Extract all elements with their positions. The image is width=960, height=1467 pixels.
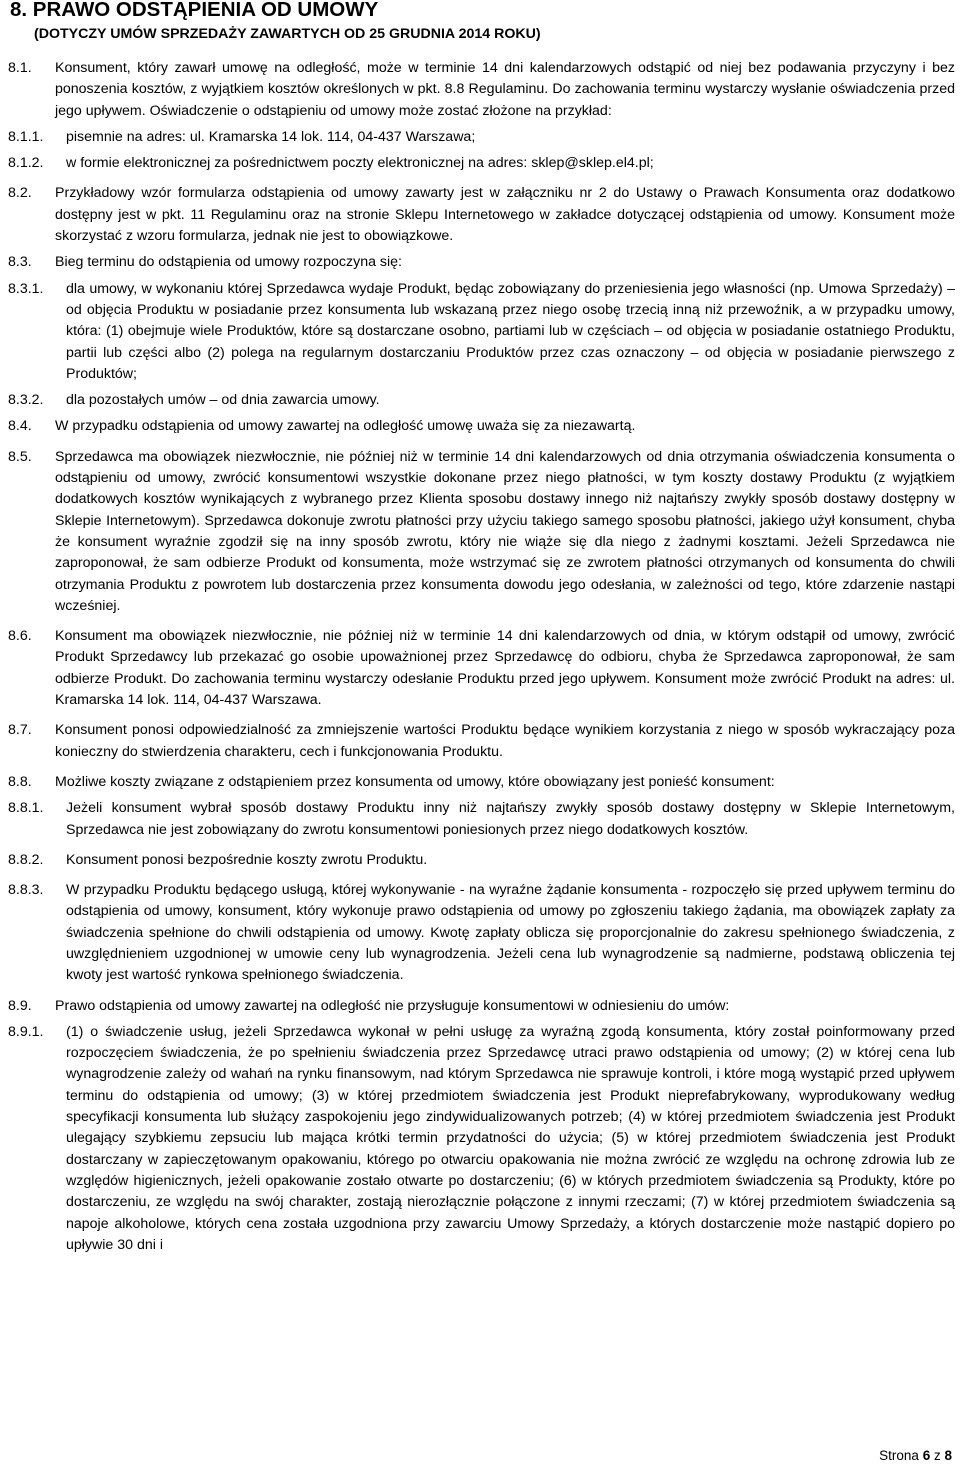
clause-text: Konsument ponosi bezpośrednie koszty zwrotu Produktu. <box>66 851 428 868</box>
clause-8-1-1 <box>8 127 955 148</box>
clause-text: dla umowy, w wykonaniu której Sprzedawca wydaje Produkt, będąc zobowiązany do przeniesienia jego własności (np. Umowa Sprzedaży) – od objęcia Produktu w posiadanie przez konsumenta lub wskazaną przez niego osobę trzecią inną niż przewoźnik, a w przypadku umowy, która: (1) obejmuje wiele Produktów, które są dostarczane osobno, partiami lub w częściach – od objęcia w posiadanie ostatniego Produktu, partii lub części albo (2) polega na regularnym dostarczaniu Produktów przez czas oznaczony – od objęcia w posiadanie pierwszego z Produktów; <box>66 280 955 382</box>
clause-text: Konsument, który zawarł umowę na odległość, może w terminie 14 dni kalendarzowych odstąpić od niej bez podawania przyczyny i bez ponoszenia kosztów, z wyjątkiem kosztów określonych w pkt. 8.8 Regulaminu. Do zachowania terminu wystarczy wysłanie oświadczenia przed jego upływem. Oświadczenie o odstąpieniu od umowy może zostać złożone na przykład: <box>55 60 955 119</box>
clause-text: w formie elektronicznej za pośrednictwem poczty elektronicznej na adres: sklep@sklep.el4.pl; <box>66 155 654 172</box>
clause-8-8-3 <box>8 880 955 986</box>
clause-8-3-1 <box>8 279 955 385</box>
clause-number: 8.7. <box>8 722 32 739</box>
clause-text: (1) o świadczenie usług, jeżeli Sprzedawca wykonał w pełni usługę za wyraźną zgodą konsumenta, który został poinformowany przed rozpoczęciem świadczenia, że po spełnieniu świadczenia przez Sprzedawcę utraci prawo odstąpienia od umowy; (2) w której cena lub wynagrodzenie zależy od wahań na rynku finansowym, nad którym Sprzedawca nie sprawuje kontroli, i które mogą wystąpić przed upływem terminu do odstąpienia od umowy; (3) w której przedmiotem świadczenia jest Produkt nieprefabrykowany, wyprodukowany według specyfikacji konsumenta lub służący zaspokojeniu jego zindywidualizowanych potrzeb; (4) w której przedmiotem świadczenia jest Produkt ulegający szybkiemu zepsuciu lub mająca krótki termin przydatności do użycia; (5) w której przedmiotem świadczenia jest Produkt dostarczany w zapieczętowanym opakowaniu, którego po otwarciu opakowania nie można zwrócić ze względu na ochronę zdrowia lub ze względów higienicznych, jeżeli opakowanie zostało otwarte po dostarczeniu; (6) w których przedmiotem świadczenia są Produkty, które po dostarczeniu, ze względu na swój charakter, zostają nierozłącznie połączone z innymi rzeczami; (7) w której przedmiotem świadczenia są napoje alkoholowe, których cena została uzgodniona przy zawarciu Umowy Sprzedaży, a których dostarczenie może nastąpić dopiero po upływie 30 dni i <box>66 1023 955 1253</box>
clause-8-4 <box>8 416 955 437</box>
clause-8-9-1 <box>8 1022 955 1256</box>
clause-number: 8.9. <box>8 997 32 1014</box>
clause-text: Konsument ponosi odpowiedzialność za zmniejszenie wartości Produktu będące wynikiem korzystania z niego w sposób wykraczający poza konieczny do stwierdzenia charakteru, cech i funkcjonowania Produktu. <box>55 722 955 760</box>
section-title: 8. PRAWO ODSTĄPIENIA OD UMOWY <box>10 0 379 21</box>
clause-8-5 <box>8 447 955 617</box>
clause-number: 8.1.2. <box>8 155 44 172</box>
clause-8-3 <box>8 252 955 273</box>
document-body <box>8 58 955 1256</box>
clause-number: 8.8.2. <box>8 851 44 868</box>
clause-text: Bieg terminu do odstąpienia od umowy rozpoczyna się: <box>55 254 402 271</box>
clause-text: W przypadku Produktu będącego usługą, której wykonywanie - na wyraźne żądanie konsumenta - rozpoczęło się przed upływem terminu do odstąpienia od umowy, konsument, który wykonuje prawo odstąpienia od umowy po zgłoszeniu takiego żądania, ma obowiązek zapłaty za świadczenia spełnione do chwili odstąpienia od umowy. Kwotę zapłaty oblicza się proporcjonalnie do zakresu spełnionego świadczenia, z uwzględnieniem uzgodnionej w umowie ceny lub wynagrodzenia. Jeżeli cena lub wynagrodzenie są nadmierne, podstawą obliczenia tej kwoty jest wartość rynkowa spełnionego świadczenia. <box>66 882 955 984</box>
clause-number: 8.6. <box>8 628 32 645</box>
page-current: 6 <box>922 1448 931 1463</box>
clause-8-1 <box>8 58 955 122</box>
clause-number: 8.8.1. <box>8 800 44 817</box>
clause-number: 8.8.3. <box>8 882 44 899</box>
clause-text: Prawo odstąpienia od umowy zawartej na odległość nie przysługuje konsumentowi w odniesieniu do umów: <box>55 997 730 1014</box>
clause-8-7 <box>8 720 955 763</box>
clause-8-6 <box>8 626 955 711</box>
clause-8-8 <box>8 772 955 793</box>
clause-8-8-2 <box>8 850 955 871</box>
clause-text: Przykładowy wzór formularza odstąpienia od umowy zawarty jest w załączniku nr 2 do Ustawy o Prawach Konsumenta oraz dodatkowo dostępny jest w pkt. 11 Regulaminu oraz na stronie Sklepu Internetowego w zakładce dotyczącej odstąpienia od umowy. Konsument może skorzystać z wzoru formularza, jednak nie jest to obowiązkowe. <box>55 185 955 245</box>
clause-8-3-2 <box>8 390 955 411</box>
clause-number: 8.3. <box>8 254 32 271</box>
page-total: 8 <box>944 1448 952 1463</box>
clause-text: Konsument ma obowiązek niezwłocznie, nie później niż w terminie 14 dni kalendarzowych od dnia, w którym odstąpił od umowy, zwrócić Produkt Sprzedawcy lub przekazać go osobie upoważnionej przez Sprzedawcę do odbioru, chyba że Sprzedawca zaproponował, że sam odbierze Produkt. Do zachowania terminu wystarczy odesłanie Produktu przed jego upływem. Konsument może zwrócić Produkt na adres: ul. Kramarska 14 lok. 114, 04-437 Warszawa. <box>55 628 955 709</box>
clause-8-8-1 <box>8 798 955 841</box>
page-word: Strona <box>879 1448 919 1463</box>
clause-number: 8.1.1. <box>8 128 44 145</box>
clause-8-1-2 <box>8 153 955 174</box>
section-subtitle: (DOTYCZY UMÓW SPRZEDAŻY ZAWARTYCH OD 25 GRUDNIA 2014 ROKU) <box>34 26 541 42</box>
clause-text: Możliwe koszty związane z odstąpieniem przez konsumenta od umowy, które obowiązany jest ponieść konsument: <box>55 773 775 790</box>
clause-number: 8.8. <box>8 773 32 790</box>
page-of: z <box>933 1448 941 1463</box>
clause-number: 8.1. <box>8 60 32 76</box>
clause-number: 8.9.1. <box>8 1023 44 1040</box>
page-number <box>879 1447 952 1465</box>
clause-number: 8.3.1. <box>8 280 44 297</box>
clause-text: dla pozostałych umów – od dnia zawarcia umowy. <box>66 392 380 409</box>
clause-text: Sprzedawca ma obowiązek niezwłocznie, nie później niż w terminie 14 dni kalendarzowych od dnia otrzymania oświadczenia konsumenta o odstąpieniu od umowy, zwrócić konsumentowi wszystkie dokonane przez niego płatności, w tym koszty dostawy Produktu (z wyjątkiem dodatkowych kosztów wynikających z wybranego przez Klienta sposobu dostawy innego niż najtańszy zwykły sposób dostawy dostępny w Sklepie Internetowym). Sprzedawca dokonuje zwrotu płatności przy użyciu takiego samego sposobu płatności, jakiego użył konsument, chyba że konsument wyraźnie zgodził się na inny sposób zwrotu, który nie wiąże się dla niego z żadnymi kosztami. Jeżeli Sprzedawca nie zaproponował, że sam odbierze Produkt od konsumenta, może wstrzymać się ze zwrotem płatności otrzymanych od konsumenta do chwili otrzymania Produktu z powrotem lub dostarczenia przez konsumenta dowodu jego odesłania, w zależności od tego, które zdarzenie nastąpi wcześniej. <box>55 448 955 614</box>
clause-number: 8.4. <box>8 418 32 435</box>
clause-text: Jeżeli konsument wybrał sposób dostawy Produktu inny niż najtańszy zwykły sposób dostawy dostępny w Sklepie Internetowym, Sprzedawca nie jest zobowiązany do zwrotu konsumentowi poniesionych przez niego dodatkowych kosztów. <box>66 800 955 838</box>
clause-8-2 <box>8 183 955 247</box>
clause-text: W przypadku odstąpienia od umowy zawartej na odległość umowę uważa się za niezawartą. <box>55 418 636 435</box>
clause-number: 8.2. <box>8 185 32 202</box>
clause-number: 8.3.2. <box>8 392 44 409</box>
clause-8-9 <box>8 996 955 1017</box>
clause-number: 8.5. <box>8 448 32 465</box>
clause-text: pisemnie na adres: ul. Kramarska 14 lok. 114, 04-437 Warszawa; <box>66 128 476 145</box>
